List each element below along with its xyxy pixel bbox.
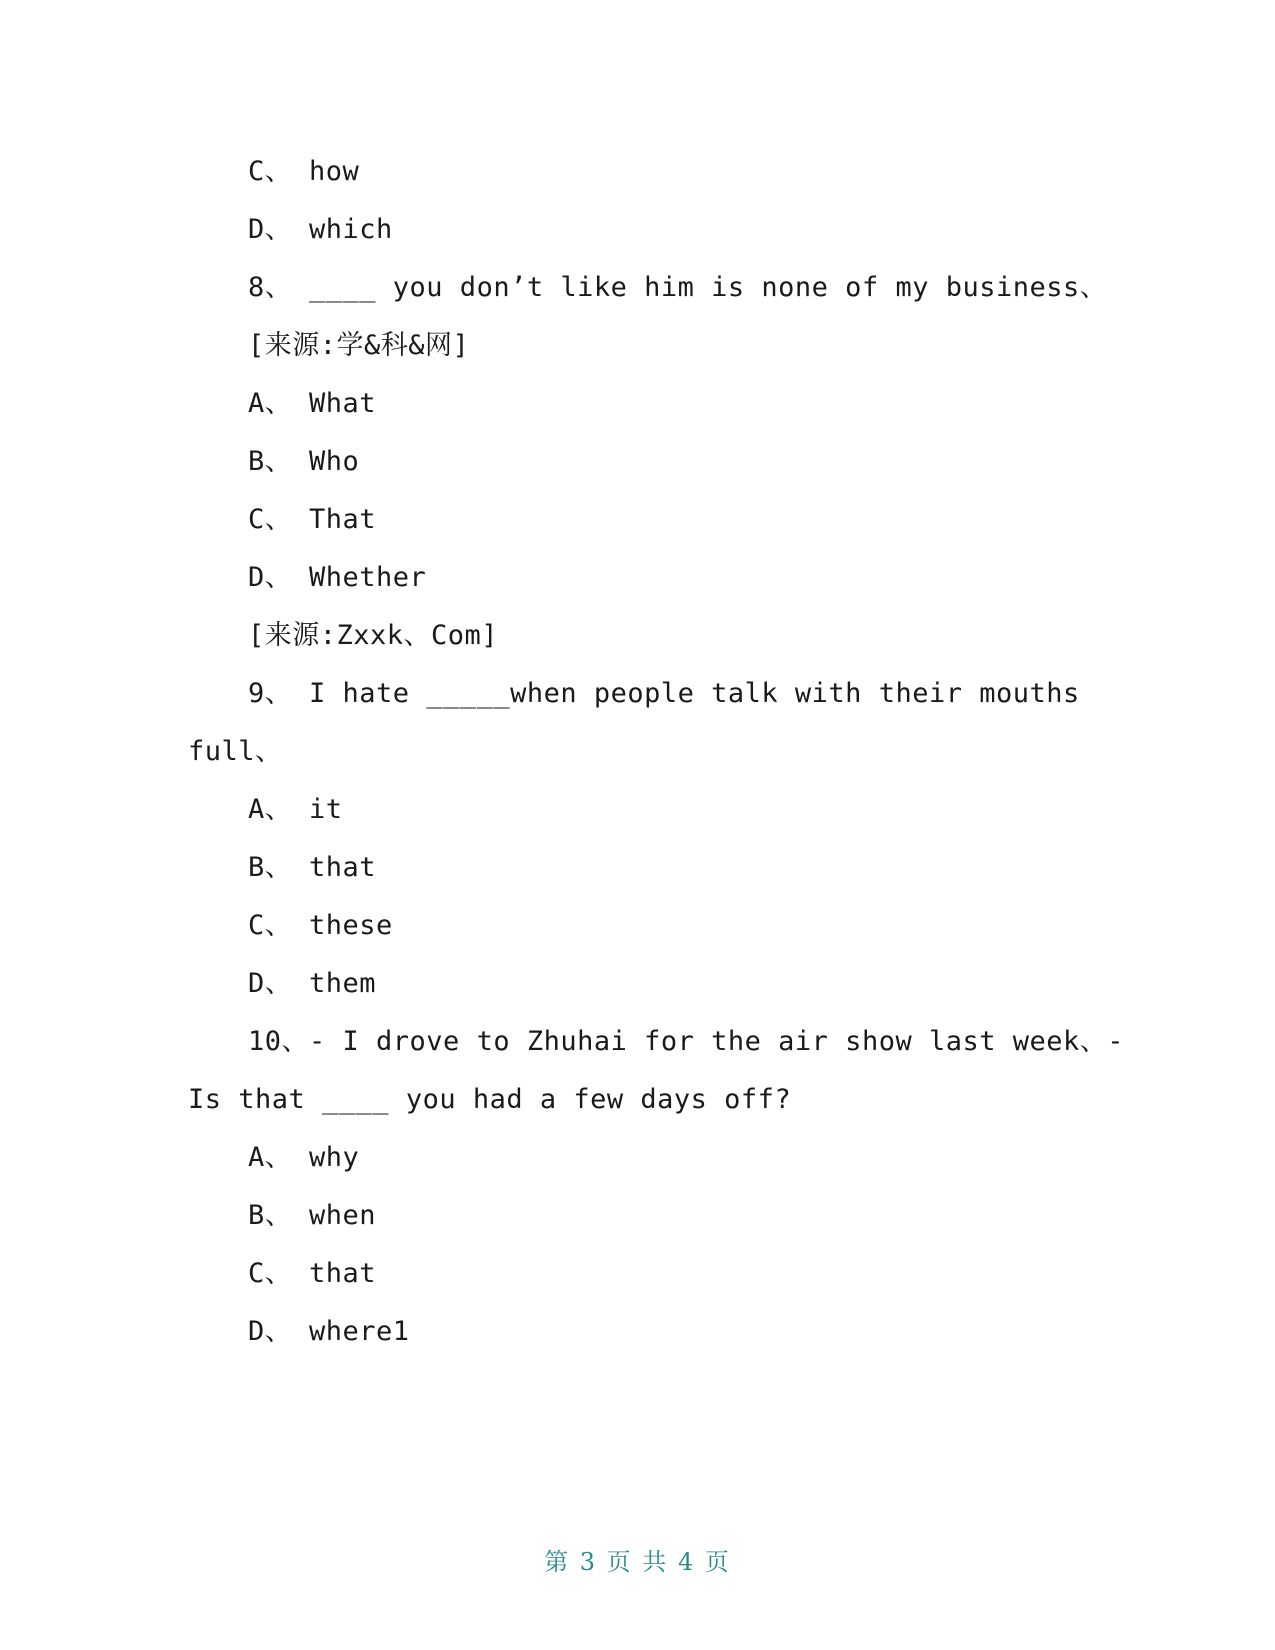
source-note: [来源:Zxxk、Com]	[248, 620, 499, 651]
page-footer: 第 3 页 共 4 页	[544, 1548, 731, 1576]
q9-option-c: C、 these	[248, 910, 393, 941]
q10-option-a: A、 why	[248, 1142, 360, 1173]
q10-option-b: B、 when	[248, 1200, 377, 1231]
q9-option-d: D、 them	[248, 968, 377, 999]
q7-option-d: D、 which	[248, 214, 393, 245]
question-10-continued: Is that ____ you had a few days off?	[188, 1084, 792, 1115]
q8-option-b: B、 Who	[248, 446, 360, 477]
question-10: 10、- I drove to Zhuhai for the air show last week、-	[248, 1026, 1125, 1057]
source-note: [来源:学&科&网]	[248, 330, 470, 361]
question-8: 8、 ____ you don’t like him is none of my business、	[248, 272, 1108, 303]
question-9: 9、 I hate _____when people talk with their mouths	[248, 678, 1080, 709]
q8-option-a: A、 What	[248, 388, 377, 419]
question-9-continued: full、	[188, 736, 283, 767]
q8-option-c: C、 That	[248, 504, 377, 535]
q10-option-c: C、 that	[248, 1258, 377, 1289]
q9-option-a: A、 it	[248, 794, 343, 825]
q9-option-b: B、 that	[248, 852, 377, 883]
q8-option-d: D、 Whether	[248, 562, 427, 593]
q10-option-d: D、 where1	[248, 1316, 410, 1347]
q7-option-c: C、 how	[248, 156, 360, 187]
